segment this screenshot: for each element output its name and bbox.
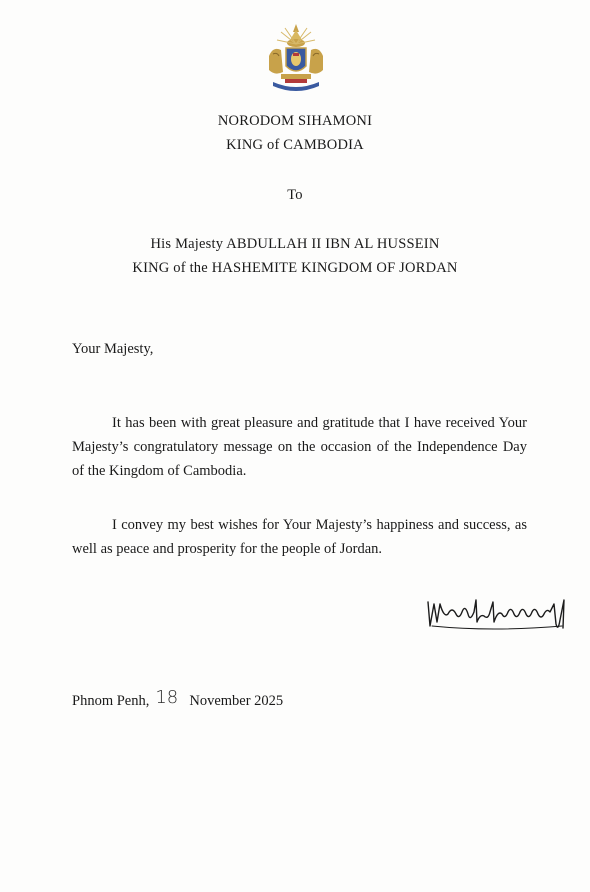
recipient-title: KING of the HASHEMITE KINGDOM OF JORDAN <box>132 260 458 276</box>
handwritten-signature <box>422 592 572 636</box>
place-and-date <box>72 689 283 710</box>
recipient-name: His Majesty ABDULLAH II IBN AL HUSSEIN <box>150 236 440 252</box>
royal-arms-of-cambodia-icon <box>259 22 333 94</box>
place: Phnom Penh, <box>72 693 150 709</box>
sender-title: KING of CAMBODIA <box>226 137 364 153</box>
month-year: November 2025 <box>189 693 284 709</box>
handwritten-day: 18 <box>155 687 179 708</box>
body-paragraph: I convey my best wishes for Your Majesty’s happiness and success, as well as peace and prosperity for the people of Jordan. <box>72 517 527 557</box>
to-line: To <box>287 187 303 203</box>
sender-name: NORODOM SIHAMONI <box>217 113 373 129</box>
body-paragraph: It has been with great pleasure and gratitude that I have received Your Majesty’s congratulatory message on the occasion of the Independence Day of the Kingdom of Cambodia. <box>72 415 527 479</box>
salutation: Your Majesty, <box>72 341 154 357</box>
